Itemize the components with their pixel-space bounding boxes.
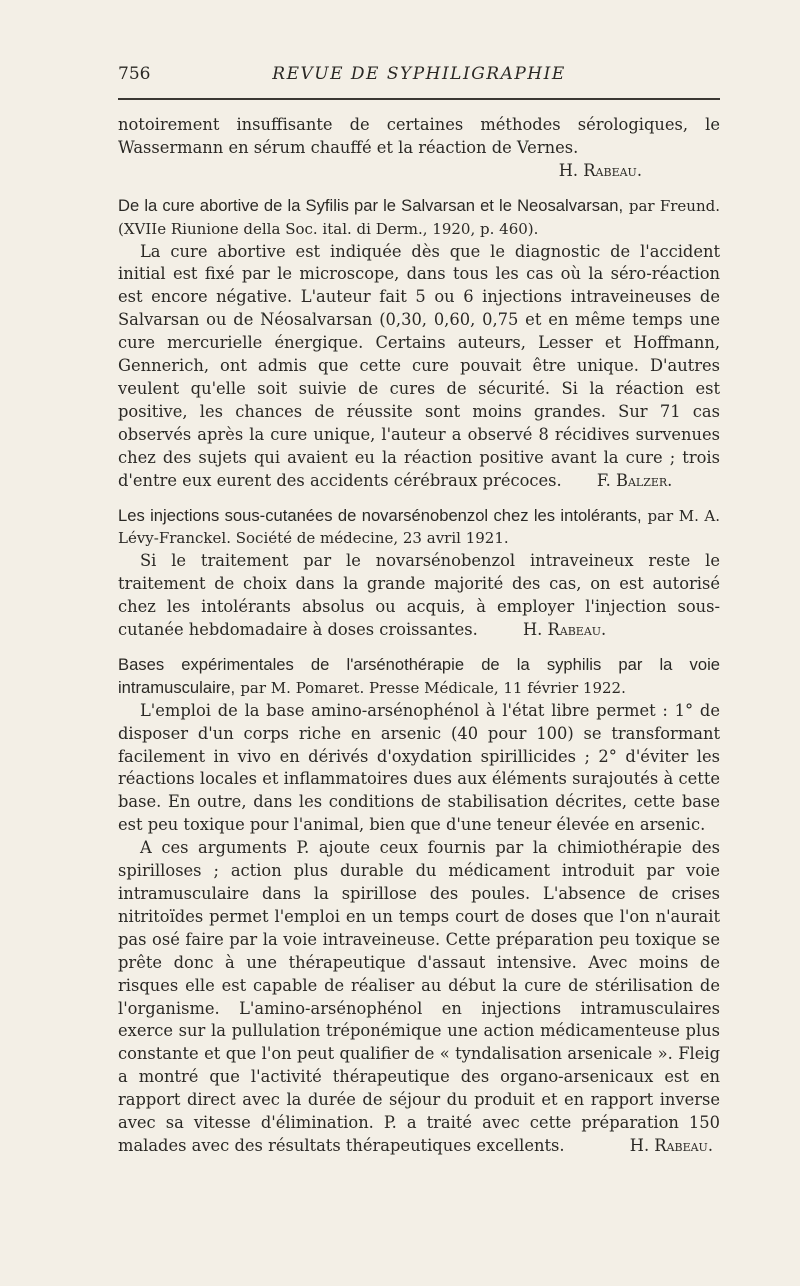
article-3: [118, 654, 720, 1158]
running-header: [118, 64, 720, 92]
article-1-source: par Freund. (XVIIe Riunione della Soc. ital. di Derm., 1920, p. 460).: [118, 196, 720, 238]
article-1-heading: [118, 195, 720, 241]
page-number: 756: [118, 64, 151, 84]
intro-signature: H. Rabeau.: [558, 160, 642, 180]
intro-paragraph: notoirement insuffisante de certaines méthodes sérologiques, le Wassermann en sérum chauffé et la réaction de Vernes.: [118, 115, 720, 157]
page: [118, 64, 720, 1155]
article-3-body-1: L'emploi de la base amino-arsénophénol à l'état libre permet : 1° de disposer d'un corps riche en arsenic (40 pour 100) se transformant facilement in vivo en dérivés d'oxydation spirillicides ; 2° d'éviter les réactions locales et inflammatoires dues aux éléments surajoutés à cette base. En outre, dans les conditions de stabilisation décrites, cette base est peu toxique pour l'animal, bien que d'une teneur élevée en arsenic.: [118, 700, 720, 835]
article-2-source: par M. A. Lévy-Franckel. Société de médecine, 23 avril 1921.: [118, 506, 720, 548]
article-2-signature: H. Rabeau.: [522, 620, 607, 640]
article-3-body-2: A ces arguments P. ajoute ceux fournis par la chimiothérapie des spirilloses ; action plus durable du médicament introduit par voie intramusculaire dans la spirillose des poules. L'absence de crises nitritoïdes permet l'emploi en un temps court de doses que l'on n'aurait pas osé faire par la voie intraveineuse. Cette préparation peu toxique se prête donc à une thérapeutique d'assaut intensive. Avec moins de risques elle est capable de réaliser au début la cure de stérilisation de l'organisme. L'amino-arsénophénol en injections intramusculaires exerce sur la pullulation tréponémique une action médicamenteuse plus constante et que l'on peut qualifier de « tyndalisation arsenicale ». Fleig a montré que l'activité thérapeutique des organo-arsenicaux est en rapport direct avec la durée de séjour du produit et en rapport inverse avec sa vitesse d'élimination. P. a traité avec cette préparation 150 malades avec des résultats thérapeutiques excellents. H. Rabeau.: [118, 838, 720, 1155]
article-3-source: par M. Pomaret. Presse Médicale, 11 février 1922.: [240, 678, 626, 697]
article-2: [118, 505, 720, 642]
article-column: [118, 114, 720, 1158]
article-2-body: Si le traitement par le novarsénobenzol intraveineux reste le traitement de choix dans la grande majorité des cas, on est autorisé chez les intolérants absolus ou acquis, à employer l'injection sous-cutanée hebdomadaire à doses croissantes. H. Rabeau.: [118, 551, 720, 640]
article-3-signature: H. Rabeau.: [629, 1135, 714, 1155]
article-1-body: La cure abortive est indiquée dès que le diagnostic de l'accident initial est fixé par le microscope, dans tous les cas où la séro-réaction est encore négative. L'auteur fait 5 ou 6 injections intraveineuses de Salvarsan ou de Néosalvarsan (0,30, 0,60, 0,75 et en même temps une cure mercurielle énergique. Certains auteurs, Lesser et Hoffmann, Gennerich, ont admis que cette cure pouvait être unique. D'autres veulent qu'elle soit suivie de cures de sécurité. Si la réaction est positive, les chances de réussite sont moins grandes. Sur 71 cas observés après la cure unique, l'auteur a observé 8 récidives survenues chez des sujets qui avaient eu la réaction positive avant la cure ; trois d'entre eux eurent des accidents cérébraux précoces. F. Balzer.: [118, 241, 720, 490]
article-1-title: De la cure abortive de la Syfilis par le Salvarsan et le Neosalvarsan,: [118, 195, 624, 215]
article-2-title: Les injections sous-cutanées de novarsénobenzol chez les intolérants,: [118, 505, 642, 525]
article-1-signature: F. Balzer.: [596, 470, 673, 490]
article-3-heading: [118, 654, 720, 700]
article-2-heading: [118, 505, 720, 551]
article-1: [118, 195, 720, 493]
running-title: REVUE DE SYPHILIGRAPHIE: [272, 64, 566, 84]
header-rule: [118, 98, 720, 100]
article-3-title: Bases expérimentales de l'arsénothérapie de la syphilis par la voie intramusculaire,: [118, 654, 720, 697]
